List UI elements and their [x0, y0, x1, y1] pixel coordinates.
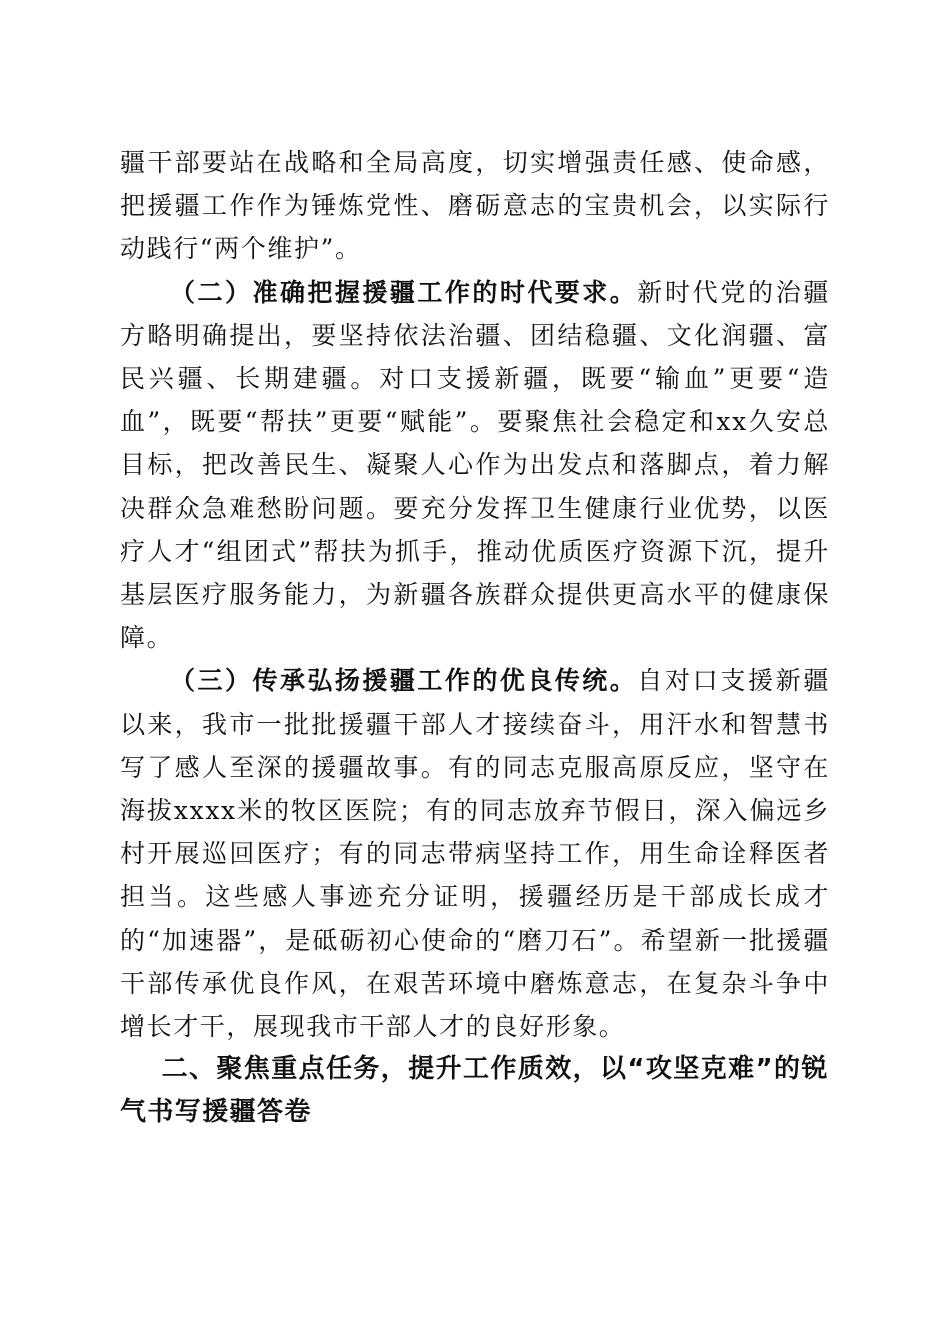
subheading-2: （二）准确把握援疆工作的时代要求。 — [170, 277, 638, 307]
subheading-3: （三）传承弘扬援疆工作的优良传统。 — [170, 666, 638, 696]
section-heading: 二、聚焦重点任务，提升工作质效，以“攻坚克难”的锐气书写援疆答卷 — [120, 1054, 829, 1128]
document-body — [120, 141, 830, 1135]
paragraph-2-text: 新时代党的治疆方略明确提出，要坚持依法治疆、团结稳疆、文化润疆、富民兴疆、长期建疆。对口支援新疆，既要“输血”更要“造血”，既要“帮扶”更要“赋能”。要聚焦社会稳定和xx久安总目标，把改善民生、凝聚人心作为出发点和落脚点，着力解决群众急难愁盼问题。要充分发挥卫生健康行业优势，以医疗人才“组团式”帮扶为抓手，推动优质医疗资源下沉，提升基层医疗服务能力，为新疆各族群众提供更高水平的健康保障。 — [120, 277, 830, 653]
paragraph-1-text: 疆干部要站在战略和全局高度，切实增强责任感、使命感，把援疆工作作为锤炼党性、磨砺意志的宝贵机会，以实际行动践行“两个维护”。 — [120, 148, 830, 264]
paragraph-3-text: 自对口支援新疆以来，我市一批批援疆干部人才接续奋斗，用汗水和智慧书写了感人至深的援疆故事。有的同志克服高原反应，坚守在海拔xxxx米的牧区医院；有的同志放弃节假日，深入偏远乡村开展巡回医疗；有的同志带病坚持工作，用生命诠释医者担当。这些感人事迹充分证明，援疆经历是干部成长成才的“加速器”，是砥砺初心使命的“磨刀石”。希望新一批援疆干部传承优良作风，在艰苦环境中磨炼意志，在复杂斗争中增长才干，展现我市干部人才的良好形象。 — [120, 666, 830, 1042]
paragraph-section-2 — [120, 271, 830, 660]
paragraph-section-3 — [120, 659, 830, 1048]
paragraph-continuation — [120, 141, 830, 271]
